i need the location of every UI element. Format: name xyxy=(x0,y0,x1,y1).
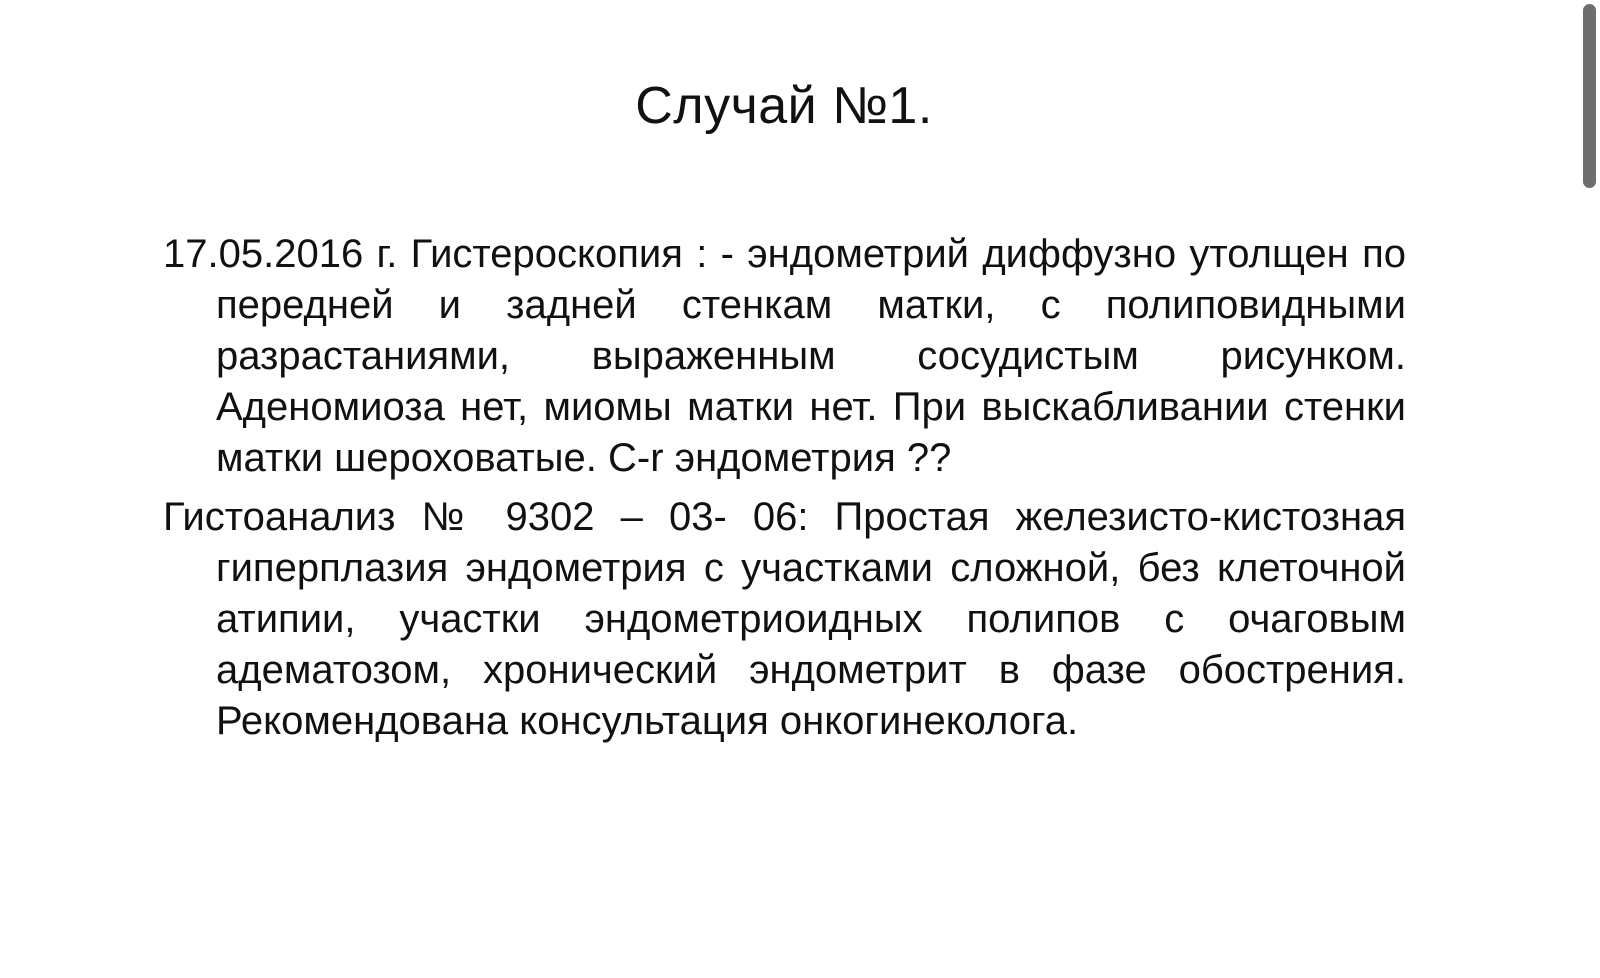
histology-paragraph: Гистоанализ № 9302 – 03- 06: Простая железисто-кистозная гиперплазия эндометрия с участками сложной, без клеточной атипии, участки эндометриоидных полипов с очаговым адематозом, хронический эндометрит в фазе обострения. Рекомендована консультация онкогинеколога. xyxy=(163,495,1406,743)
slide-body xyxy=(163,229,1406,755)
slide-title: Случай №1. xyxy=(635,77,933,135)
vertical-scrollbar[interactable] xyxy=(1568,0,1600,978)
hysteroscopy-paragraph: 17.05.2016 г. Гистероскопия : - эндометрий диффузно утолщен по передней и задней стенкам матки, с полиповидными разрастаниями, выраженным сосудистым рисунком. Аденомиоза нет, миомы матки нет. При выскабливании стенки матки шероховатые. C-r эндометрия ?? xyxy=(163,232,1406,480)
scrollbar-thumb[interactable] xyxy=(1583,4,1596,188)
